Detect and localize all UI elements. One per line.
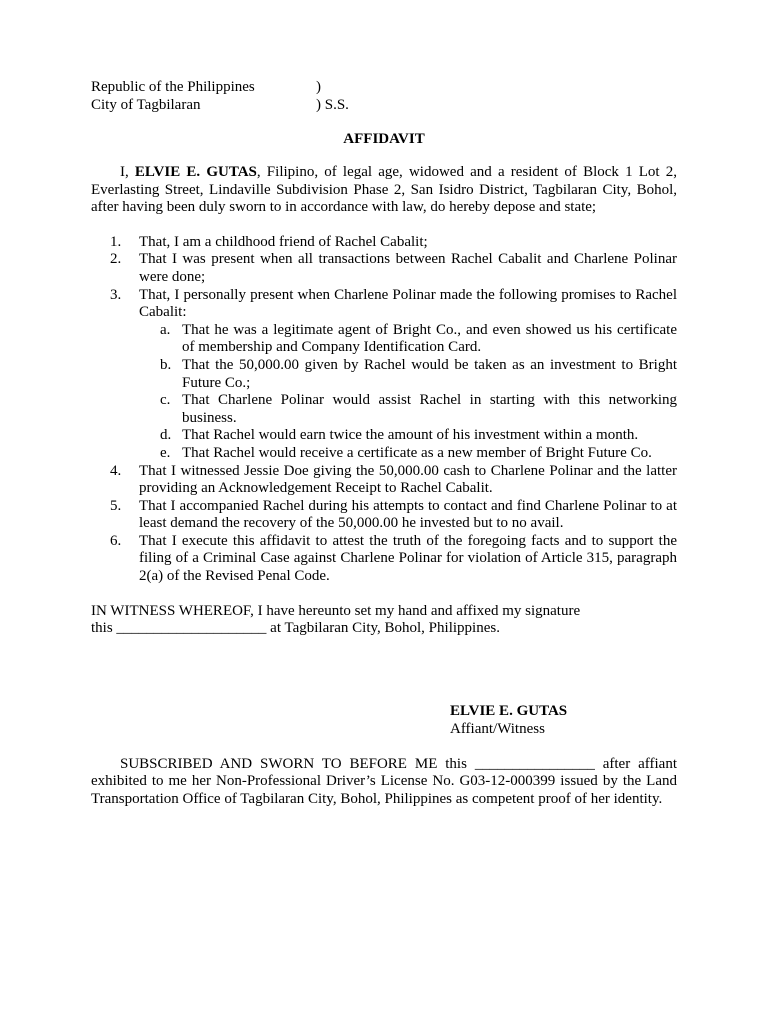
statement-item (91, 533, 677, 586)
document-title: AFFIDAVIT (343, 131, 425, 147)
item-number: 6. (110, 532, 122, 549)
intro-paragraph (91, 164, 677, 217)
item-number: 4. (110, 462, 122, 479)
statement-list (91, 234, 677, 586)
promise-item (139, 392, 677, 427)
promise-text: That he was a legitimate agent of Bright Co., and even showed us his certificate of membership and Company Identification Card. (182, 321, 677, 356)
venue-bracket: ) (316, 79, 321, 95)
item-text: That I execute this affidavit to attest the truth of the foregoing facts and to support the filing of a Criminal Case against Charlene Polinar for violation of Article 315, paragraph 2(a) of the Revised Penal Code. (139, 532, 677, 585)
promise-text: That the 50,000.00 given by Rachel would be taken as an investment to Bright Future Co.; (182, 356, 677, 391)
promise-letter: d. (160, 427, 172, 444)
item-text: That I accompanied Rachel during his attempts to contact and find Charlene Polinar to at least demand the recovery of the 50,000.00 he invested but to no avail. (139, 497, 677, 532)
witness-line-1: IN WITNESS WHEREOF, I have hereunto set my hand and affixed my signature (91, 602, 581, 619)
venue-row-republic (91, 78, 677, 96)
promise-letter: e. (160, 444, 171, 461)
promise-letter: c. (160, 392, 171, 409)
item-number: 3. (110, 286, 122, 303)
venue-city: City of Tagbilaran (91, 97, 201, 113)
promise-text: That Charlene Polinar would assist Rachel in starting with this networking business. (182, 392, 677, 426)
item-text: That, I am a childhood friend of Rachel Cabalit; (139, 233, 428, 250)
item-number: 5. (110, 497, 122, 514)
witness-clause (91, 603, 677, 638)
jurat-paragraph: SUBSCRIBED AND SWORN TO BEFORE ME this ________________ after affiant exhibited to me her Non-Professional Driver’s License No. G03-12-000399 issued by the Land Transportation Office of Tagbilaran City, Bohol, Philippines as competent proof of her identity. (91, 755, 677, 808)
venue-republic: Republic of the Philippines (91, 79, 255, 95)
signature-name: ELVIE E. GUTAS (450, 702, 568, 719)
intro-prefix: I, (120, 164, 135, 180)
promise-letter: a. (160, 321, 171, 338)
promise-letter: b. (160, 356, 172, 373)
witness-line-2: this ____________________ at Tagbilaran City, Bohol, Philippines. (91, 620, 500, 637)
item-number: 2. (110, 251, 122, 268)
signature-role: Affiant/Witness (450, 720, 545, 737)
statement-item (91, 463, 677, 498)
signature-block (450, 702, 677, 738)
affiant-name: ELVIE E. GUTAS (134, 164, 257, 180)
venue-ss: ) S.S. (316, 97, 349, 113)
item-number: 1. (110, 233, 122, 250)
item-text: That I witnessed Jessie Doe giving the 50,000.00 cash to Charlene Polinar and the latter providing an Acknowledgement Receipt to Rachel Cabalit. (139, 462, 677, 497)
promises-list (139, 322, 677, 463)
promise-item (139, 357, 677, 392)
venue-block (91, 78, 677, 114)
promise-text: That Rachel would earn twice the amount of his investment within a month. (182, 427, 639, 444)
promise-item (139, 427, 677, 445)
venue-row-city (91, 96, 677, 114)
intro-rest: , Filipino, of legal age, widowed and a resident of Block 1 Lot 2, Everlasting Street, Lindaville Subdivision Phase 2, San Isidro District, Tagbilaran City, Bohol, after having been duly sworn to in accordance with law, do hereby depose and state; (91, 164, 677, 216)
statement-item (91, 498, 677, 533)
promise-item (139, 445, 677, 463)
item-text: That, I personally present when Charlene Polinar made the following promises to Rachel Cabalit: (139, 286, 677, 321)
statement-item (91, 251, 677, 286)
statement-item (91, 234, 677, 252)
statement-item (91, 287, 677, 463)
promise-item (139, 322, 677, 357)
item-text: That I was present when all transactions between Rachel Cabalit and Charlene Polinar were done; (139, 251, 677, 285)
promise-text: That Rachel would receive a certificate as a new member of Bright Future Co. (182, 444, 652, 461)
